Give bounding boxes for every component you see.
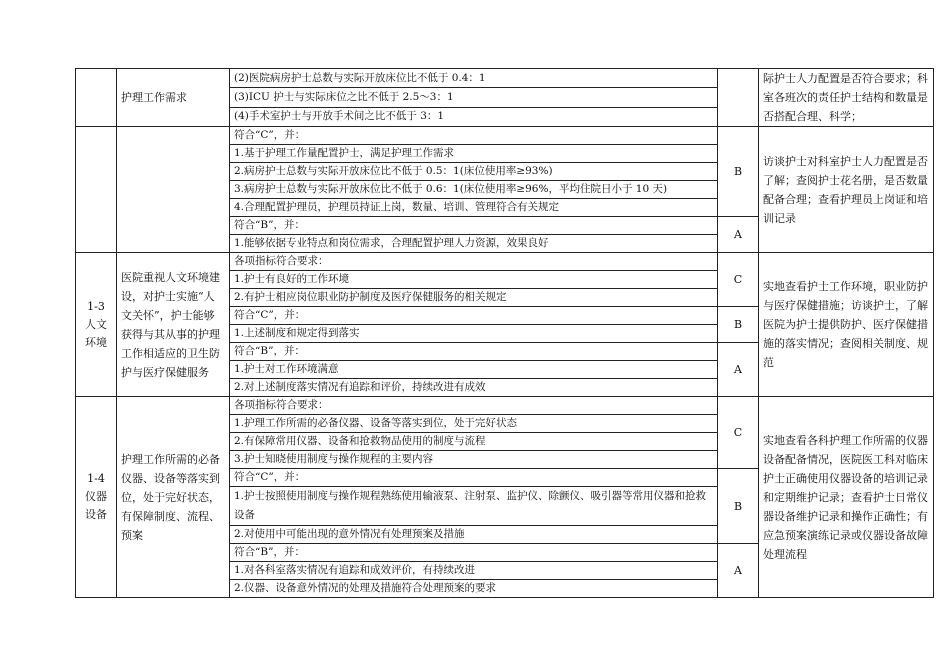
standard-line: 3.病房护士总数与实际开放床位比不低于 0.6：1(床位使用率≥96%，平均住院日小于 10 天) [230, 181, 718, 199]
criteria-header: 符合“C”，并： [230, 469, 718, 487]
standard-line: 1.护士对工作环境满意 [230, 361, 718, 379]
evaluation-method: 际护士人力配置是否符合要求；科室各班次的责任护士结构和数量是否搭配合理、科学； [759, 69, 934, 127]
grade-a: A [718, 217, 759, 253]
item-description: 医院重视人文环境建设，对护士实施“人文关怀”，护士能够获得与其从事的护理工作相适应的卫生防护与医疗保健服务 [117, 253, 230, 397]
grade-c: C [718, 397, 759, 469]
standard-line: 2.病房护士总数与实际开放床位比不低于 0.5：1(床位使用率≥93%) [230, 163, 718, 181]
standard-line: 1.对各科室落实情况有追踪和成效评价，有持续改进 [230, 562, 718, 580]
criteria-header: 符合“B”，并： [230, 343, 718, 361]
table-row [76, 69, 934, 88]
item-description: 护理工作需求 [117, 69, 230, 127]
item-description: 护理工作所需的必备仪器、设备等落实到位，处于完好状态，有保障制度、流程、预案 [117, 397, 230, 598]
evaluation-method: 访谈护士对科室护士人力配置是否了解；查阅护士花名册，是否数量配备合理；查看护理员上岗证和培训记录 [759, 127, 934, 253]
standard-line: 2.有保障常用仪器、设备和抢救物品使用的制度与流程 [230, 433, 718, 451]
grade-b: B [718, 307, 759, 343]
grade-a: A [718, 343, 759, 397]
standard-line: (3)ICU 护士与实际床位之比不低于 2.5～3：1 [230, 88, 718, 107]
standard-line: 2.对上述制度落实情况有追踪和评价，持续改进有成效 [230, 379, 718, 397]
grade-c: C [718, 253, 759, 307]
standard-line: 1.护理工作所需的必备仪器、设备等落实到位，处于完好状态 [230, 415, 718, 433]
standard-line: 1.能够依据专业特点和岗位需求，合理配置护理人力资源，效果良好 [230, 235, 718, 253]
standard-line: 4.合理配置护理员，护理员持证上岗，数量、培训、管理符合有关规定 [230, 199, 718, 217]
criteria-header: 各项指标符合要求： [230, 397, 718, 415]
item-description [117, 127, 230, 253]
item-code-cell: 1-4 仪器 设备 [76, 397, 117, 598]
table-row [76, 253, 934, 271]
grade-a: A [718, 544, 759, 598]
criteria-header: 符合“C”，并： [230, 307, 718, 325]
evaluation-method: 实地查看各科护理工作所需的仪器设备配备情况，医院医工科对临床护士正确使用仪器设备的培训记录和定期维护记录；查看护士日常仪器设备维护记录和操作正确性；有应急预案演练记录或仪器设备故障处理流程 [759, 397, 934, 598]
standards-table [75, 68, 934, 598]
grade-b: B [718, 127, 759, 217]
grade-b: B [718, 469, 759, 544]
standard-line: 1.基于护理工作量配置护士，满足护理工作需求 [230, 145, 718, 163]
standard-line: 1.护士有良好的工作环境 [230, 271, 718, 289]
criteria-header: 符合“B”，并： [230, 544, 718, 562]
item-code-cell [76, 69, 117, 127]
standard-line: 2.仪器、设备意外情况的处理及措施符合处理预案的要求 [230, 580, 718, 598]
standard-line: (4)手术室护士与开放手术间之比不低于 3：1 [230, 107, 718, 126]
table-row [76, 397, 934, 415]
evaluation-method: 实地查看护士工作环境，职业防护与医疗保健措施；访谈护士，了解医院为护士提供防护、医疗保健措施的落实情况；查阅相关制度、规范 [759, 253, 934, 397]
standard-line: 2.有护士相应岗位职业防护制度及医疗保健服务的相关规定 [230, 289, 718, 307]
criteria-header: 符合“C”，并： [230, 127, 718, 145]
standard-line: 3.护士知晓使用制度与操作规程的主要内容 [230, 451, 718, 469]
grade-cell [718, 69, 759, 127]
standard-line: 1.上述制度和规定得到落实 [230, 325, 718, 343]
criteria-header: 各项指标符合要求： [230, 253, 718, 271]
item-code-cell: 1-3 人文 环境 [76, 253, 117, 397]
standard-line: 1.护士按照使用制度与操作规程熟练使用输液泵、注射泵、监护仪、除颤仪、吸引器等常用仪器和抢救设备 [230, 487, 718, 526]
item-code-cell [76, 127, 117, 253]
criteria-header: 符合“B”，并： [230, 217, 718, 235]
standard-line: (2)医院病房护士总数与实际开放床位比不低于 0.4：1 [230, 69, 718, 88]
standard-line: 2.对使用中可能出现的意外情况有处理预案及措施 [230, 526, 718, 544]
table-row [76, 127, 934, 145]
